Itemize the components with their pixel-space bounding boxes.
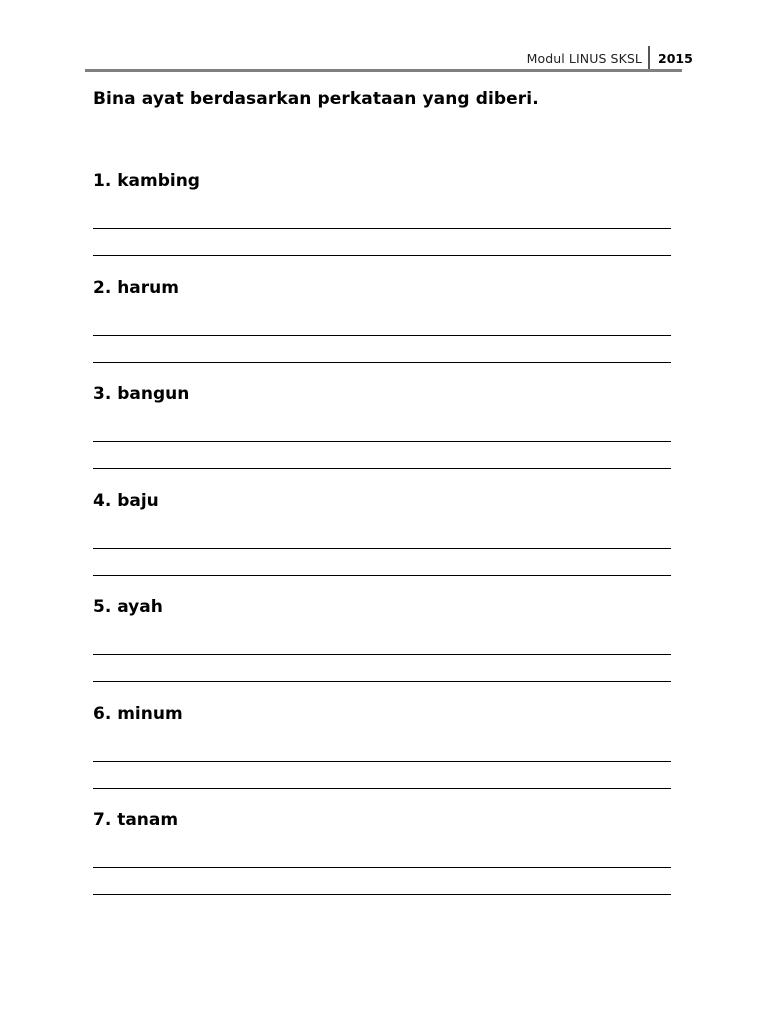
question-label: 5. ayah (93, 597, 163, 617)
question-list (93, 167, 671, 913)
question-item-4 (93, 487, 671, 594)
header-rule (85, 69, 682, 72)
question-label: 7. tanam (93, 810, 179, 830)
answer-line[interactable] (93, 335, 671, 336)
answer-line[interactable] (93, 362, 671, 363)
question-label: 2. harum (93, 277, 179, 298)
answer-line[interactable] (93, 788, 671, 789)
question-label: 4. baju (93, 490, 159, 511)
question-item-3 (93, 380, 671, 487)
answer-line[interactable] (93, 255, 671, 256)
page-header (526, 46, 693, 70)
question-label: 3. bangun (93, 384, 190, 404)
answer-line[interactable] (93, 228, 671, 229)
question-item-2 (93, 274, 671, 381)
question-item-7 (93, 806, 671, 913)
question-item-1 (93, 167, 671, 274)
question-item-5 (93, 593, 671, 700)
question-label: 1. kambing (93, 171, 200, 191)
answer-line[interactable] (93, 441, 671, 442)
header-year: 2015 (658, 50, 693, 66)
answer-line[interactable] (93, 761, 671, 762)
question-item-6 (93, 700, 671, 807)
answer-line[interactable] (93, 468, 671, 469)
answer-line[interactable] (93, 548, 671, 549)
answer-line[interactable] (93, 867, 671, 868)
answer-line[interactable] (93, 654, 671, 655)
answer-line[interactable] (93, 575, 671, 576)
answer-line[interactable] (93, 681, 671, 682)
answer-line[interactable] (93, 894, 671, 895)
instruction-text: Bina ayat berdasarkan perkataan yang diberi. (93, 89, 539, 109)
module-title: Modul LINUS SKSL (526, 50, 642, 66)
question-label: 6. minum (93, 703, 183, 724)
